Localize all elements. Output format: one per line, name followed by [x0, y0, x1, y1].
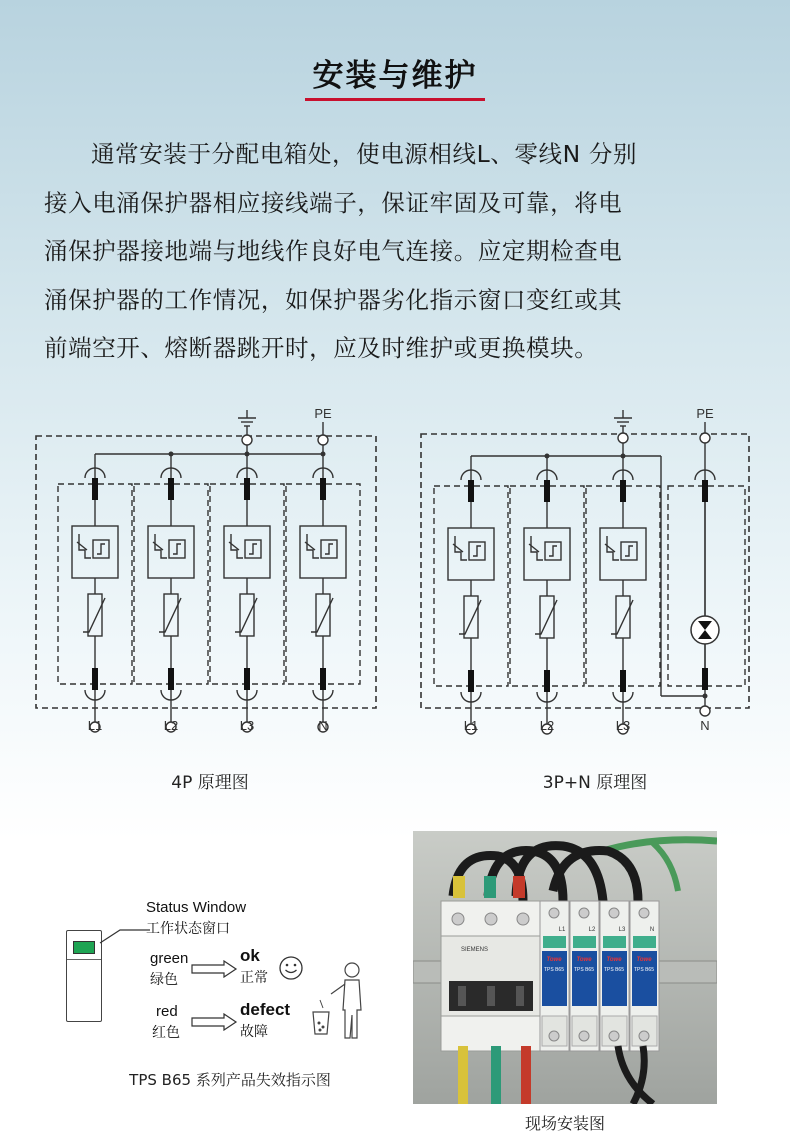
photo-caption: 现场安装图	[524, 1114, 605, 1133]
spd-plug-module	[540, 901, 569, 1051]
spd-plug-module	[570, 901, 599, 1051]
status-window-heading: Status Window	[146, 899, 247, 916]
spd-module	[134, 454, 208, 732]
schematic-3p-n	[415, 400, 760, 745]
paragraph-line: 接入电涌保护器相应接线端子，保证牢固及可靠，将电	[44, 188, 623, 217]
svg-text:Towe: Towe	[606, 957, 622, 963]
terminal-label: L2	[539, 718, 555, 733]
spd-module	[586, 456, 660, 734]
title-underline	[305, 98, 485, 101]
status-window-heading-cn: 工作状态窗口	[146, 921, 230, 937]
ok-label-cn: 正常	[240, 970, 268, 986]
paragraph-line: 通常安装于分配电箱处，使电源相线L、零线N 分别	[91, 140, 638, 168]
status-window-caption: TPS B65 系列产品失效指示图	[129, 1071, 331, 1089]
terminal-label: L1	[87, 718, 103, 733]
arrow-icon	[190, 1013, 240, 1031]
svg-text:TPS B65: TPS B65	[603, 967, 625, 973]
ground-icon	[614, 410, 632, 433]
paragraph-line: 涌保护器接地端与地线作良好电气连接。应定期检查电	[44, 237, 623, 265]
paragraph-line: 涌保护器的工作情况，如保护器劣化指示窗口变红或其	[44, 285, 623, 314]
spd-plug-module	[630, 901, 659, 1051]
photo-terminal-label: L1	[558, 927, 566, 933]
spd-module	[210, 454, 284, 732]
defect-label-cn: 故障	[240, 1024, 268, 1040]
terminal-label: N	[318, 718, 328, 733]
photo-terminal-label: L2	[588, 927, 596, 933]
install-paragraph	[44, 130, 734, 373]
page-title: 安装与维护	[312, 58, 478, 94]
terminal-label: L1	[463, 718, 479, 733]
terminal-label: L3	[615, 718, 631, 733]
installation-photo	[413, 831, 717, 1104]
spd-module	[58, 454, 132, 732]
svg-text:Towe: Towe	[576, 957, 592, 963]
terminal-label: L3	[239, 718, 255, 733]
n-terminal	[700, 706, 710, 716]
person-trash-icon	[305, 960, 375, 1042]
breaker-brand: SIEMENS	[461, 947, 489, 953]
terminal-label: L2	[163, 718, 179, 733]
caption-4p: 4P 原理图	[171, 773, 249, 793]
smiley-icon	[278, 955, 304, 981]
arrow-icon	[190, 960, 240, 978]
caption-3p-n: 3P+N 原理图	[542, 773, 648, 793]
spd-module	[434, 456, 508, 734]
red-label-cn: 红色	[152, 1025, 180, 1041]
svg-text:Towe: Towe	[546, 957, 562, 963]
terminal-label: N	[700, 718, 710, 733]
ok-label: ok	[240, 946, 260, 965]
spark-gap-icon	[691, 616, 719, 644]
defect-label: defect	[240, 1000, 291, 1019]
pe-label: PE	[696, 406, 714, 421]
pe-label: PE	[314, 406, 332, 421]
schematic-4p	[30, 400, 390, 745]
green-label: green	[150, 950, 189, 967]
installation-illustration	[413, 831, 717, 1104]
red-label: red	[156, 1003, 178, 1020]
ground-icon	[238, 410, 256, 435]
photo-terminal-label: L3	[618, 927, 626, 933]
photo-terminal-label: N	[649, 927, 655, 933]
green-label-cn: 绿色	[150, 972, 178, 988]
svg-text:TPS B65: TPS B65	[633, 967, 655, 973]
svg-text:TPS B65: TPS B65	[543, 967, 565, 973]
status-window-indicator	[73, 941, 95, 954]
spd-module	[286, 454, 360, 732]
paragraph-line: 前端空开、熔断器跳开时，应及时维护或更换模块。	[44, 334, 599, 362]
spd-module	[510, 456, 584, 734]
svg-text:TPS B65: TPS B65	[573, 967, 595, 973]
svg-text:Towe: Towe	[636, 957, 652, 963]
spd-plug-module	[600, 901, 629, 1051]
